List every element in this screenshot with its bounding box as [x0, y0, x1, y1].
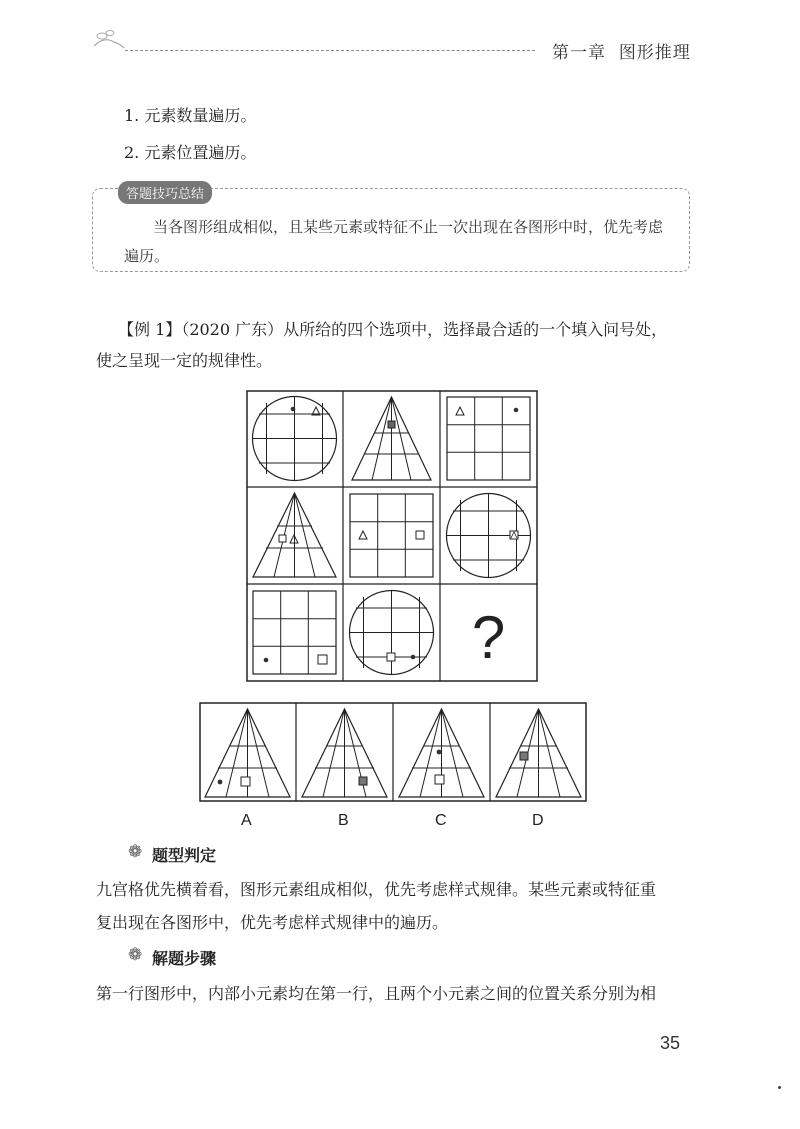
paragraph-line: 第一行图形中，内部小元素均在第一行，且两个小元素之间的位置关系分别为相 — [96, 984, 657, 1003]
page-number: 35 — [660, 1033, 681, 1053]
cell-8-circle-grid — [350, 591, 434, 675]
tip-text-line-1: 当各图形组成相似，且某些元素或特征不止一次出现在各图形中时，优先考虑 — [153, 218, 664, 236]
scan-speck — [778, 1086, 781, 1089]
gear-icon: ❁ — [128, 842, 143, 862]
cell-5-square-grid — [350, 494, 433, 577]
example-bracket: 【 — [118, 320, 135, 339]
cell-6-circle-grid — [447, 494, 531, 578]
tip-text-line-2: 遍历。 — [124, 247, 170, 265]
option-b-figure[interactable] — [302, 709, 387, 797]
option-d-label[interactable]: D — [532, 812, 544, 829]
example-statement-line-2: 使之呈现一定的规律性。 — [96, 351, 273, 370]
paragraph-line: 九宫格优先横着看，图形元素组成相似，优先考虑样式规律。某些元素或特征重 — [96, 880, 657, 899]
example-source: （2020 广东）从所给的四个选项中，选择最合适的一个填入问号处， — [181, 320, 668, 339]
chapter-label: 第一章 — [552, 43, 606, 63]
running-header — [552, 38, 691, 63]
header-rule — [125, 50, 535, 51]
option-c-label[interactable]: C — [435, 812, 447, 829]
cell-4-triangle — [253, 493, 336, 577]
options-strip — [199, 702, 587, 802]
chapter-title: 图形推理 — [618, 43, 691, 63]
sprig-icon — [92, 28, 126, 50]
puzzle-grid — [246, 390, 538, 682]
example-bracket: 】 — [165, 320, 182, 339]
section-title-solution-steps: 解题步骤 — [152, 949, 217, 968]
option-a-label[interactable]: A — [241, 812, 252, 829]
cell-7-square-grid — [253, 591, 336, 674]
option-b-label[interactable]: B — [338, 812, 349, 829]
list-item: 2. 元素位置遍历。 — [124, 143, 257, 162]
cell-3-square-grid — [447, 397, 530, 480]
cell-2-triangle — [352, 397, 431, 480]
option-d-figure[interactable] — [496, 709, 581, 797]
cell-1-circle-grid — [253, 397, 337, 481]
list-item: 1. 元素数量遍历。 — [124, 106, 257, 125]
example-label: 例 1 — [134, 320, 166, 339]
option-a-figure[interactable] — [205, 709, 290, 797]
question-mark: ? — [471, 604, 506, 671]
example-statement — [118, 317, 667, 340]
tip-badge: 答题技巧总结 — [118, 181, 212, 204]
section-title-question-type: 题型判定 — [152, 846, 217, 865]
paragraph-line: 复出现在各图形中，优先考虑样式规律中的遍历。 — [96, 913, 449, 932]
option-c-figure[interactable] — [399, 709, 484, 797]
gear-icon: ❁ — [128, 945, 143, 965]
